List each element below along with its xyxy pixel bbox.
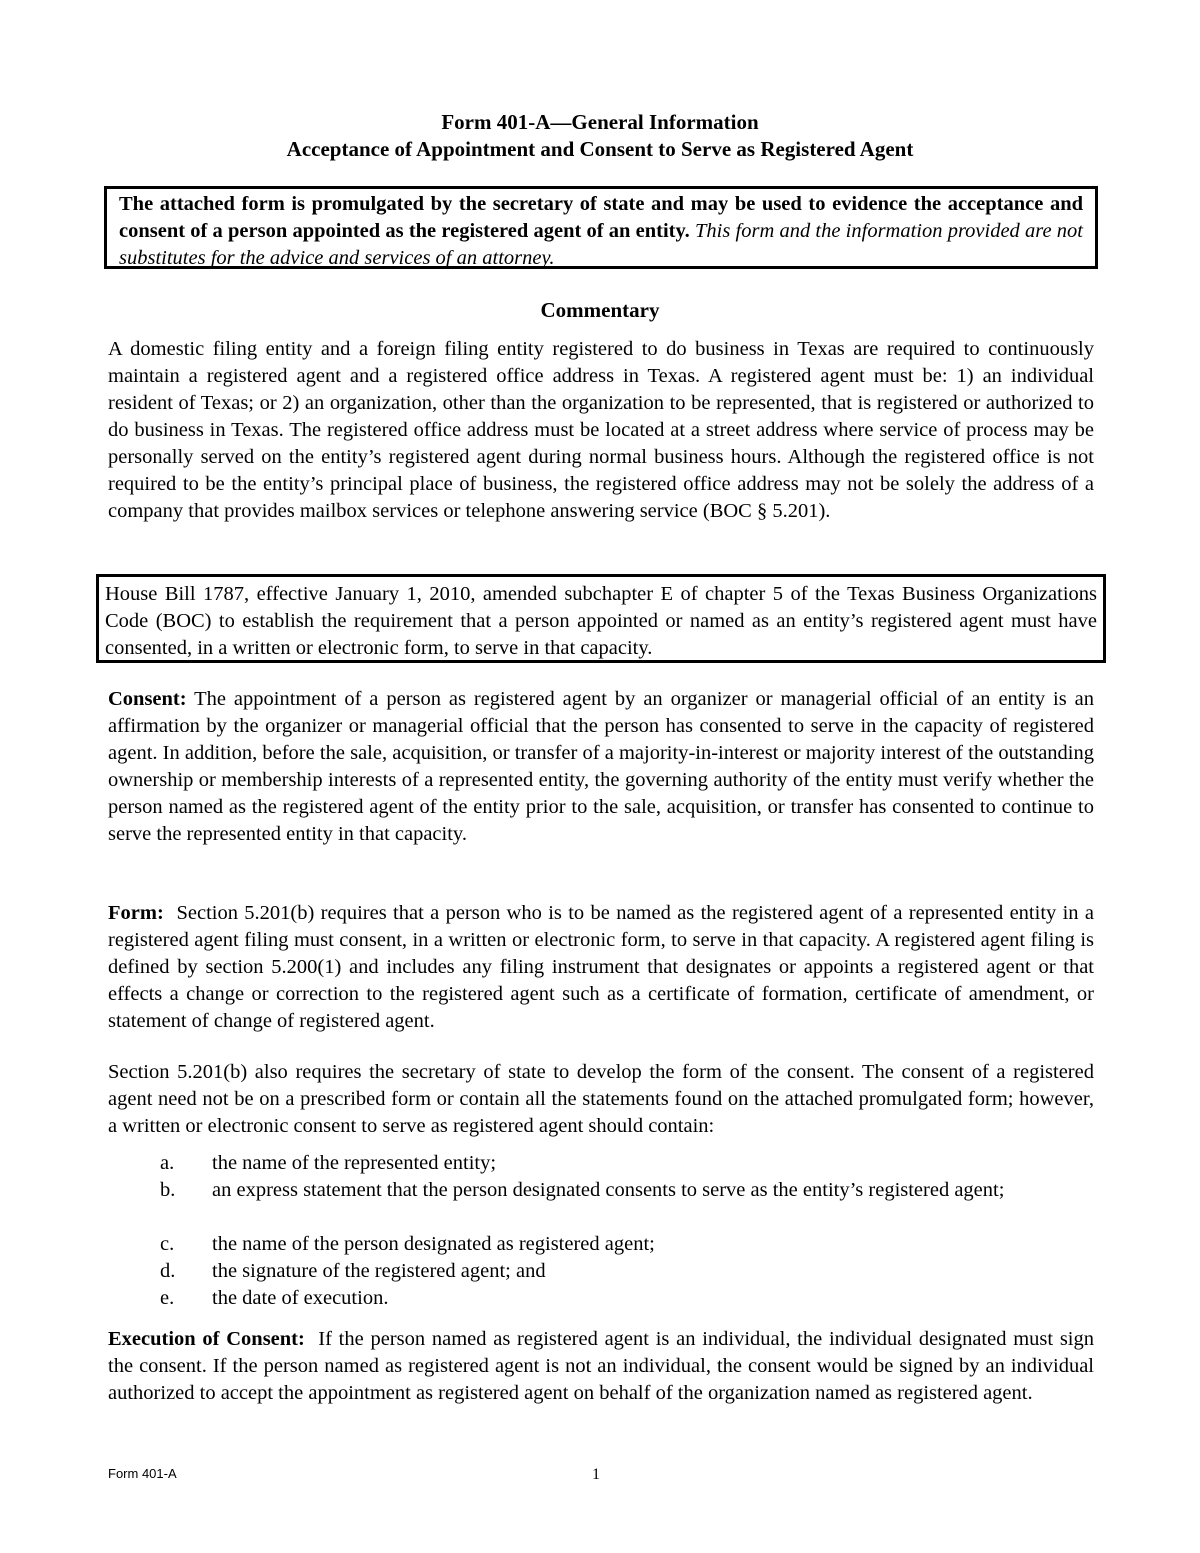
form-text: Section 5.201(b) requires that a person who is to be named as the registered agent of a represented entity in a registered agent filing must consent, in a written or electronic form, to serve in that capacity. A registered agent filing is defined by section 5.200(1) and includes any filing instrument that designates or appoints a registered agent or that effects a change or correction to the registered agent such as a certificate of formation, certificate of amendment, or statement of change of registered agent. <box>108 902 1094 1032</box>
list-text: the name of the represented entity; <box>212 1152 497 1174</box>
house-bill-text: House Bill 1787, effective January 1, 2010, amended subchapter E of chapter 5 of the Texas Business Organizations Code (BOC) to establish the requirement that a person appointed or named as an entity’s registered agent must have consented, in a written or electronic form, to serve in that capacity. <box>105 583 1097 659</box>
list-item <box>160 1285 1080 1312</box>
list-text: the name of the person designated as registered agent; <box>212 1233 655 1255</box>
form-label: Form <box>108 902 157 924</box>
execution-label: Execution of Consent <box>108 1328 298 1350</box>
section-paragraph: Section 5.201(b) also requires the secretary of state to develop the form of the consent. The consent of a registered agent need not be on a prescribed form or contain all the statements found on the attached promulgated form; however, a written or electronic consent to serve as registered agent should contain: <box>108 1061 1094 1137</box>
list-text: the signature of the registered agent; and <box>212 1260 546 1282</box>
execution-paragraph: Execution of Consent: If the person named as registered agent is an individual, the individual designated must sign the consent. If the person named as registered agent is not an individual, the consent would be signed by an individual authorized to accept the appointment as registered agent on behalf of the organization named as registered agent. <box>108 1328 1094 1404</box>
form-paragraph: Form: Section 5.201(b) requires that a person who is to be named as the registered agent of a represented entity in a registered agent filing must consent, in a written or electronic form, to serve in that capacity. A registered agent filing is defined by section 5.200(1) and includes any filing instrument that designates or appoints a registered agent or that effects a change or correction to the registered agent such as a certificate of formation, certificate of amendment, or statement of change of registered agent. <box>108 902 1094 1032</box>
footer-form-label: Form 401-A <box>108 1466 177 1481</box>
list-item <box>160 1177 1080 1204</box>
form-title: Form 401-A—General Information <box>441 110 759 134</box>
consent-text: The appointment of a person as registered agent by an organizer or managerial official of an entity is an affirmation by the organizer or managerial official that the person has consented to serve in the capacity of registered agent. In addition, before the sale, acquisition, or transfer of a majority-in-interest or majority interest of the outstanding ownership or membership interests of a represented entity, the governing authority of the entity must verify whether the person named as the registered agent of the entity prior to the sale, acquisition, or transfer has consented to continue to serve the represented entity in that capacity. <box>108 688 1094 845</box>
list-letter: c. <box>160 1233 175 1255</box>
house-bill-box <box>96 574 1106 663</box>
list-letter: a. <box>160 1152 175 1174</box>
notice-italic: This form and the information provided are not substitutes for the advice and services of an attorney. <box>119 220 1083 269</box>
consent-label: Consent <box>108 688 180 710</box>
commentary-heading: Commentary <box>540 298 660 322</box>
list-letter: d. <box>160 1260 176 1282</box>
list-text: the date of execution. <box>212 1287 389 1309</box>
form-subtitle: Acceptance of Appointment and Consent to Serve as Registered Agent <box>286 137 914 161</box>
execution-text: If the person named as registered agent is an individual, the individual designated must sign the consent. If the person named as registered agent is not an individual, the consent would be signed by an individual authorized to accept the appointment as registered agent on behalf of the organization named as registered agent. <box>108 1328 1094 1404</box>
consent-paragraph: Consent: The appointment of a person as registered agent by an organizer or managerial official of an entity is an affirmation by the organizer or managerial official that the person has consented to serve in the capacity of registered agent. In addition, before the sale, acquisition, or transfer of a majority-in-interest or majority interest of the outstanding ownership or membership interests of a represented entity, the governing authority of the entity must verify whether the person named as the registered agent of the entity prior to the sale, acquisition, or transfer has consented to continue to serve the represented entity in that capacity. <box>108 688 1094 845</box>
notice-bold: The attached form is promulgated by the secretary of state and may be used to evidence the acceptance and consent of a person appointed as the registered agent of an entity. <box>119 193 1083 242</box>
list-item <box>160 1258 1080 1285</box>
list-item <box>160 1150 1080 1177</box>
list-text: an express statement that the person designated consents to serve as the entity’s registered agent; <box>212 1179 1005 1201</box>
list-letter: e. <box>160 1287 175 1309</box>
list-letter: b. <box>160 1179 176 1201</box>
commentary-text: A domestic filing entity and a foreign filing entity registered to do business in Texas are required to continuously maintain a registered agent and a registered office address in Texas. A registered agent must be: 1) an individual resident of Texas; or 2) an organization, other than the organization to be represented, that is registered or authorized to do business in Texas. The registered office address must be located at a street address where service of process may be personally served on the entity’s registered agent during normal business hours. Although the registered office is not required to be the entity’s principal place of business, the registered office address may not be solely the address of a company that provides mailbox services or telephone answering service (BOC § 5.201). <box>108 338 1094 522</box>
page-number: 1 <box>592 1466 600 1483</box>
list-item <box>160 1231 1080 1258</box>
notice-box <box>104 186 1098 269</box>
